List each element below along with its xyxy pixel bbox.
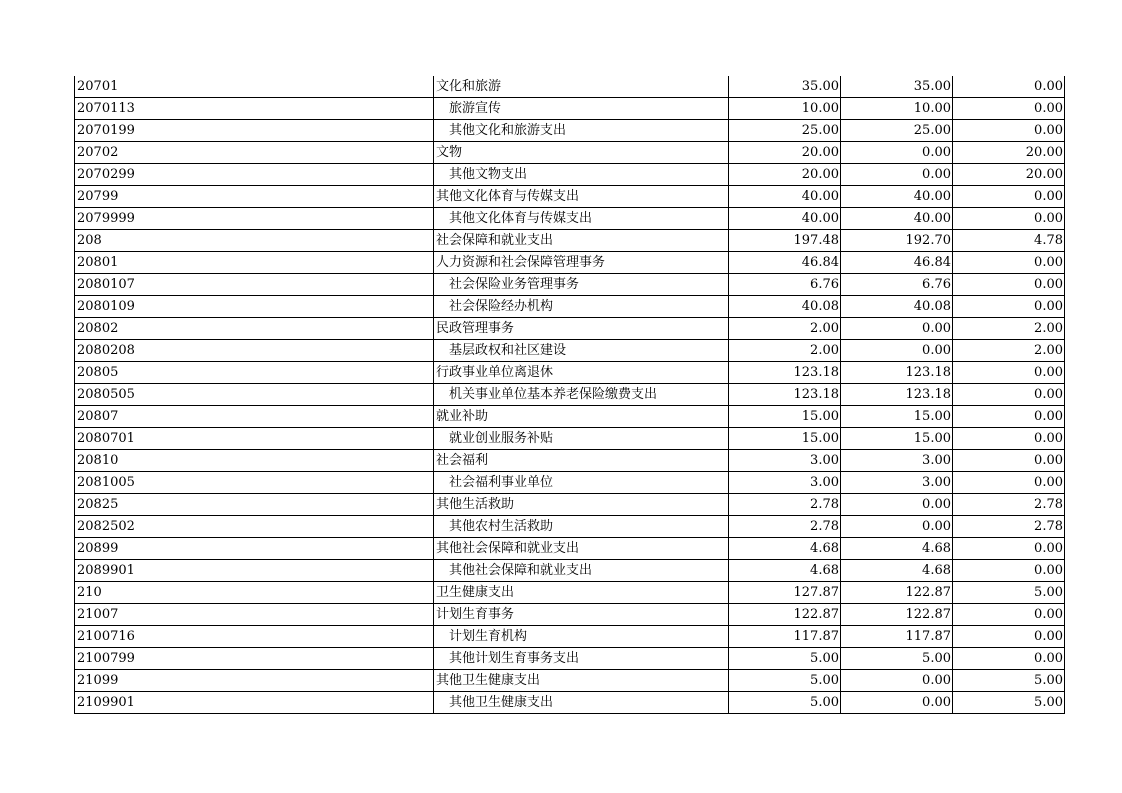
table-row — [75, 604, 1065, 626]
cell-name: 机关事业单位基本养老保险缴费支出 — [434, 384, 729, 406]
table-row — [75, 208, 1065, 230]
table-row — [75, 494, 1065, 516]
cell-basic: 5.00 — [841, 648, 953, 670]
cell-name: 其他农村生活救助 — [434, 516, 729, 538]
cell-name: 其他生活救助 — [434, 494, 729, 516]
cell-project: 0.00 — [953, 406, 1065, 428]
table-row — [75, 296, 1065, 318]
cell-project: 0.00 — [953, 428, 1065, 450]
table-row — [75, 98, 1065, 120]
cell-code: 2070113 — [75, 98, 434, 120]
cell-total: 5.00 — [729, 670, 841, 692]
cell-total: 2.00 — [729, 318, 841, 340]
cell-project: 0.00 — [953, 76, 1065, 98]
cell-total: 5.00 — [729, 648, 841, 670]
cell-project: 0.00 — [953, 626, 1065, 648]
table-row — [75, 362, 1065, 384]
table-row — [75, 538, 1065, 560]
table-row — [75, 252, 1065, 274]
cell-name: 其他文化体育与传媒支出 — [434, 208, 729, 230]
table-row — [75, 692, 1065, 714]
cell-name: 其他卫生健康支出 — [434, 670, 729, 692]
budget-table-body — [75, 76, 1065, 714]
cell-name: 行政事业单位离退休 — [434, 362, 729, 384]
cell-name: 其他社会保障和就业支出 — [434, 560, 729, 582]
table-row — [75, 274, 1065, 296]
cell-code: 20807 — [75, 406, 434, 428]
cell-name: 其他文物支出 — [434, 164, 729, 186]
cell-total: 25.00 — [729, 120, 841, 142]
table-row — [75, 384, 1065, 406]
cell-basic: 10.00 — [841, 98, 953, 120]
cell-name: 人力资源和社会保障管理事务 — [434, 252, 729, 274]
cell-name: 就业创业服务补贴 — [434, 428, 729, 450]
cell-basic: 0.00 — [841, 494, 953, 516]
table-row — [75, 340, 1065, 362]
cell-project: 0.00 — [953, 120, 1065, 142]
cell-total: 10.00 — [729, 98, 841, 120]
cell-code: 2080107 — [75, 274, 434, 296]
cell-code: 2109901 — [75, 692, 434, 714]
cell-basic: 40.00 — [841, 208, 953, 230]
table-row — [75, 648, 1065, 670]
cell-total: 40.08 — [729, 296, 841, 318]
cell-basic: 4.68 — [841, 560, 953, 582]
table-row — [75, 450, 1065, 472]
cell-basic: 0.00 — [841, 340, 953, 362]
cell-project: 5.00 — [953, 582, 1065, 604]
cell-name: 基层政权和社区建设 — [434, 340, 729, 362]
cell-total: 123.18 — [729, 384, 841, 406]
cell-basic: 117.87 — [841, 626, 953, 648]
cell-code: 20702 — [75, 142, 434, 164]
cell-code: 2080109 — [75, 296, 434, 318]
cell-project: 0.00 — [953, 648, 1065, 670]
cell-code: 2080208 — [75, 340, 434, 362]
cell-code: 2070199 — [75, 120, 434, 142]
cell-name: 旅游宣传 — [434, 98, 729, 120]
cell-code: 20805 — [75, 362, 434, 384]
budget-table — [74, 76, 1065, 714]
cell-basic: 123.18 — [841, 384, 953, 406]
cell-code: 20825 — [75, 494, 434, 516]
cell-total: 3.00 — [729, 472, 841, 494]
cell-name: 计划生育机构 — [434, 626, 729, 648]
cell-total: 122.87 — [729, 604, 841, 626]
cell-name: 其他计划生育事务支出 — [434, 648, 729, 670]
table-row — [75, 406, 1065, 428]
cell-total: 4.68 — [729, 538, 841, 560]
cell-code: 20810 — [75, 450, 434, 472]
cell-basic: 15.00 — [841, 406, 953, 428]
cell-code: 2080701 — [75, 428, 434, 450]
cell-name: 社会保险经办机构 — [434, 296, 729, 318]
cell-basic: 0.00 — [841, 142, 953, 164]
cell-basic: 122.87 — [841, 604, 953, 626]
cell-project: 0.00 — [953, 604, 1065, 626]
cell-project: 2.00 — [953, 340, 1065, 362]
table-row — [75, 164, 1065, 186]
cell-basic: 192.70 — [841, 230, 953, 252]
cell-name: 文化和旅游 — [434, 76, 729, 98]
cell-project: 0.00 — [953, 274, 1065, 296]
cell-basic: 46.84 — [841, 252, 953, 274]
cell-project: 20.00 — [953, 164, 1065, 186]
cell-name: 文物 — [434, 142, 729, 164]
cell-basic: 25.00 — [841, 120, 953, 142]
cell-total: 46.84 — [729, 252, 841, 274]
cell-basic: 40.08 — [841, 296, 953, 318]
cell-basic: 35.00 — [841, 76, 953, 98]
table-row — [75, 318, 1065, 340]
cell-code: 2089901 — [75, 560, 434, 582]
table-row — [75, 120, 1065, 142]
cell-total: 20.00 — [729, 164, 841, 186]
cell-total: 6.76 — [729, 274, 841, 296]
cell-name: 社会福利 — [434, 450, 729, 472]
cell-project: 0.00 — [953, 296, 1065, 318]
cell-name: 其他文化体育与传媒支出 — [434, 186, 729, 208]
table-row — [75, 670, 1065, 692]
table-row — [75, 626, 1065, 648]
cell-basic: 0.00 — [841, 516, 953, 538]
cell-total: 2.78 — [729, 494, 841, 516]
table-row — [75, 582, 1065, 604]
cell-basic: 0.00 — [841, 164, 953, 186]
cell-project: 0.00 — [953, 560, 1065, 582]
cell-basic: 4.68 — [841, 538, 953, 560]
cell-code: 2082502 — [75, 516, 434, 538]
cell-code: 2081005 — [75, 472, 434, 494]
cell-total: 2.78 — [729, 516, 841, 538]
cell-project: 0.00 — [953, 186, 1065, 208]
table-row — [75, 142, 1065, 164]
cell-code: 2080505 — [75, 384, 434, 406]
cell-code: 20701 — [75, 76, 434, 98]
cell-code: 21099 — [75, 670, 434, 692]
table-row — [75, 472, 1065, 494]
cell-basic: 40.00 — [841, 186, 953, 208]
cell-total: 127.87 — [729, 582, 841, 604]
cell-name: 卫生健康支出 — [434, 582, 729, 604]
cell-total: 15.00 — [729, 406, 841, 428]
table-row — [75, 186, 1065, 208]
table-row — [75, 560, 1065, 582]
cell-total: 4.68 — [729, 560, 841, 582]
cell-name: 其他卫生健康支出 — [434, 692, 729, 714]
cell-project: 0.00 — [953, 98, 1065, 120]
cell-name: 社会保险业务管理事务 — [434, 274, 729, 296]
cell-code: 20802 — [75, 318, 434, 340]
cell-project: 5.00 — [953, 670, 1065, 692]
cell-code: 20899 — [75, 538, 434, 560]
table-row — [75, 428, 1065, 450]
cell-project: 20.00 — [953, 142, 1065, 164]
cell-total: 123.18 — [729, 362, 841, 384]
cell-project: 0.00 — [953, 450, 1065, 472]
cell-project: 5.00 — [953, 692, 1065, 714]
cell-total: 3.00 — [729, 450, 841, 472]
cell-code: 2079999 — [75, 208, 434, 230]
cell-basic: 3.00 — [841, 450, 953, 472]
cell-name: 社会保障和就业支出 — [434, 230, 729, 252]
cell-code: 208 — [75, 230, 434, 252]
cell-project: 0.00 — [953, 384, 1065, 406]
table-row — [75, 76, 1065, 98]
cell-code: 2100799 — [75, 648, 434, 670]
cell-total: 40.00 — [729, 208, 841, 230]
cell-basic: 123.18 — [841, 362, 953, 384]
cell-total: 2.00 — [729, 340, 841, 362]
cell-name: 计划生育事务 — [434, 604, 729, 626]
cell-total: 20.00 — [729, 142, 841, 164]
cell-basic: 3.00 — [841, 472, 953, 494]
cell-total: 15.00 — [729, 428, 841, 450]
cell-name: 民政管理事务 — [434, 318, 729, 340]
cell-total: 40.00 — [729, 186, 841, 208]
cell-basic: 0.00 — [841, 692, 953, 714]
cell-project: 0.00 — [953, 362, 1065, 384]
cell-project: 0.00 — [953, 538, 1065, 560]
cell-total: 5.00 — [729, 692, 841, 714]
cell-project: 0.00 — [953, 252, 1065, 274]
cell-project: 2.78 — [953, 494, 1065, 516]
cell-code: 2100716 — [75, 626, 434, 648]
cell-code: 20801 — [75, 252, 434, 274]
cell-basic: 0.00 — [841, 318, 953, 340]
cell-project: 2.78 — [953, 516, 1065, 538]
table-row — [75, 230, 1065, 252]
cell-basic: 0.00 — [841, 670, 953, 692]
cell-code: 2070299 — [75, 164, 434, 186]
cell-total: 117.87 — [729, 626, 841, 648]
cell-project: 0.00 — [953, 472, 1065, 494]
cell-code: 210 — [75, 582, 434, 604]
cell-project: 0.00 — [953, 208, 1065, 230]
cell-name: 其他文化和旅游支出 — [434, 120, 729, 142]
cell-code: 21007 — [75, 604, 434, 626]
cell-project: 2.00 — [953, 318, 1065, 340]
cell-name: 其他社会保障和就业支出 — [434, 538, 729, 560]
cell-total: 197.48 — [729, 230, 841, 252]
cell-basic: 6.76 — [841, 274, 953, 296]
cell-project: 4.78 — [953, 230, 1065, 252]
cell-name: 就业补助 — [434, 406, 729, 428]
cell-code: 20799 — [75, 186, 434, 208]
cell-basic: 122.87 — [841, 582, 953, 604]
cell-name: 社会福利事业单位 — [434, 472, 729, 494]
table-row — [75, 516, 1065, 538]
cell-total: 35.00 — [729, 76, 841, 98]
cell-basic: 15.00 — [841, 428, 953, 450]
